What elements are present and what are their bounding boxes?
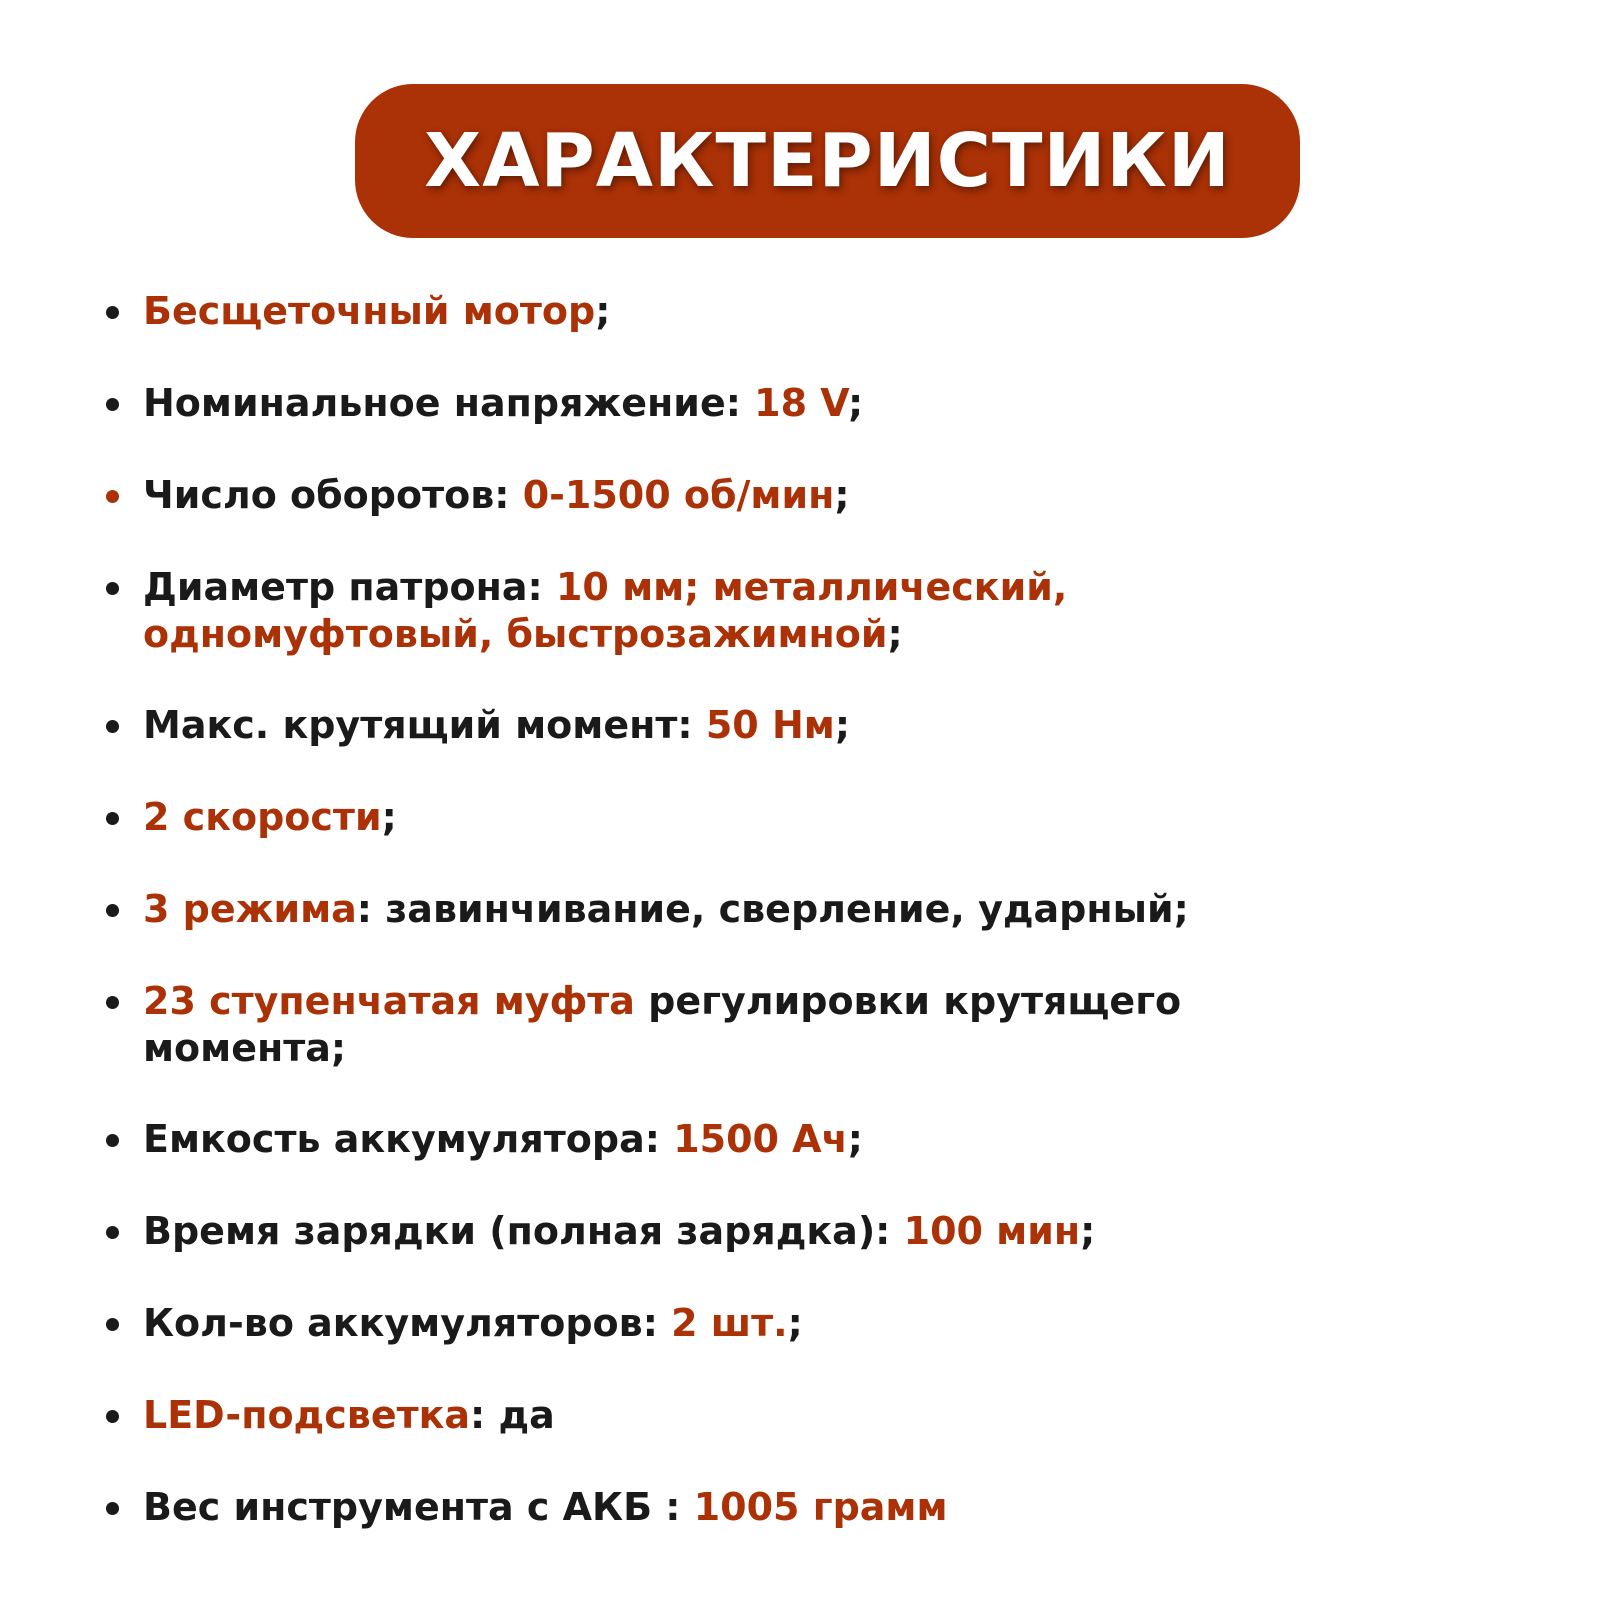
spec-value: 1005 грамм	[693, 1485, 948, 1529]
spec-item	[143, 1484, 1293, 1531]
spec-label: Макс. крутящий момент:	[143, 703, 706, 747]
spec-value: 10 мм; металлический, одномуфтовый, быстрозажимной	[143, 565, 1068, 656]
spec-item	[143, 288, 1293, 335]
spec-value: 3 режима	[143, 887, 357, 931]
spec-value: Бесщеточный мотор	[143, 289, 596, 333]
spec-value: 0-1500 об/мин	[522, 473, 835, 517]
spec-value: 18 V	[754, 381, 848, 425]
spec-item	[143, 472, 1293, 519]
bullet-icon	[106, 812, 119, 825]
bullet-icon	[106, 996, 119, 1009]
spec-value: 1500 Ач	[673, 1117, 848, 1161]
spec-label: : да	[470, 1393, 555, 1437]
spec-item	[143, 380, 1293, 427]
spec-label: ;	[847, 1117, 863, 1161]
spec-item	[143, 1300, 1293, 1347]
spec-label: : завинчивание, сверление, ударный;	[356, 887, 1189, 931]
page-title: ХАРАКТЕРИСТИКИ	[424, 118, 1231, 204]
spec-label: ;	[847, 381, 864, 425]
bullet-icon	[106, 1318, 119, 1331]
spec-label: Время зарядки (полная зарядка):	[143, 1209, 904, 1253]
spec-label: ;	[381, 795, 397, 839]
spec-label: Емкость аккумулятора:	[143, 1117, 674, 1161]
spec-item	[143, 1392, 1293, 1439]
spec-value: LED-подсветка	[143, 1393, 471, 1437]
bullet-icon	[106, 490, 119, 503]
spec-item	[143, 564, 1293, 658]
spec-value: 50 Нм	[705, 703, 835, 747]
bullet-icon	[106, 582, 119, 595]
spec-item	[143, 1208, 1293, 1255]
spec-item	[143, 978, 1293, 1072]
bullet-icon	[106, 904, 119, 917]
spec-label: ;	[595, 289, 611, 333]
spec-label: ;	[834, 473, 850, 517]
spec-label: ;	[1080, 1209, 1096, 1253]
spec-value: 2 скорости	[143, 795, 382, 839]
spec-label: ;	[787, 1301, 803, 1345]
bullet-icon	[106, 1502, 119, 1515]
spec-item	[143, 1116, 1293, 1163]
spec-label: регулировки крутящего момента;	[143, 979, 1182, 1070]
spec-value: 100 мин	[903, 1209, 1081, 1253]
title-banner	[355, 84, 1300, 238]
spec-item	[143, 794, 1293, 841]
spec-item	[143, 702, 1293, 749]
spec-label: ;	[887, 612, 903, 656]
bullet-icon	[106, 398, 119, 411]
spec-item	[143, 886, 1293, 933]
spec-label: Кол-во аккумуляторов:	[143, 1301, 672, 1345]
bullet-icon	[106, 1134, 119, 1147]
spec-value: 2 шт.	[671, 1301, 788, 1345]
spec-value: 23 ступенчатая муфта	[143, 979, 635, 1023]
bullet-icon	[106, 306, 119, 319]
spec-label: Номинальное напряжение:	[143, 381, 755, 425]
spec-label: Число оборотов:	[143, 473, 523, 517]
spec-label: Диаметр патрона:	[143, 565, 556, 609]
bullet-icon	[106, 720, 119, 733]
spec-label: Вес инструмента с АКБ :	[143, 1485, 694, 1529]
bullet-icon	[106, 1410, 119, 1423]
spec-label: ;	[834, 703, 851, 747]
bullet-icon	[106, 1226, 119, 1239]
